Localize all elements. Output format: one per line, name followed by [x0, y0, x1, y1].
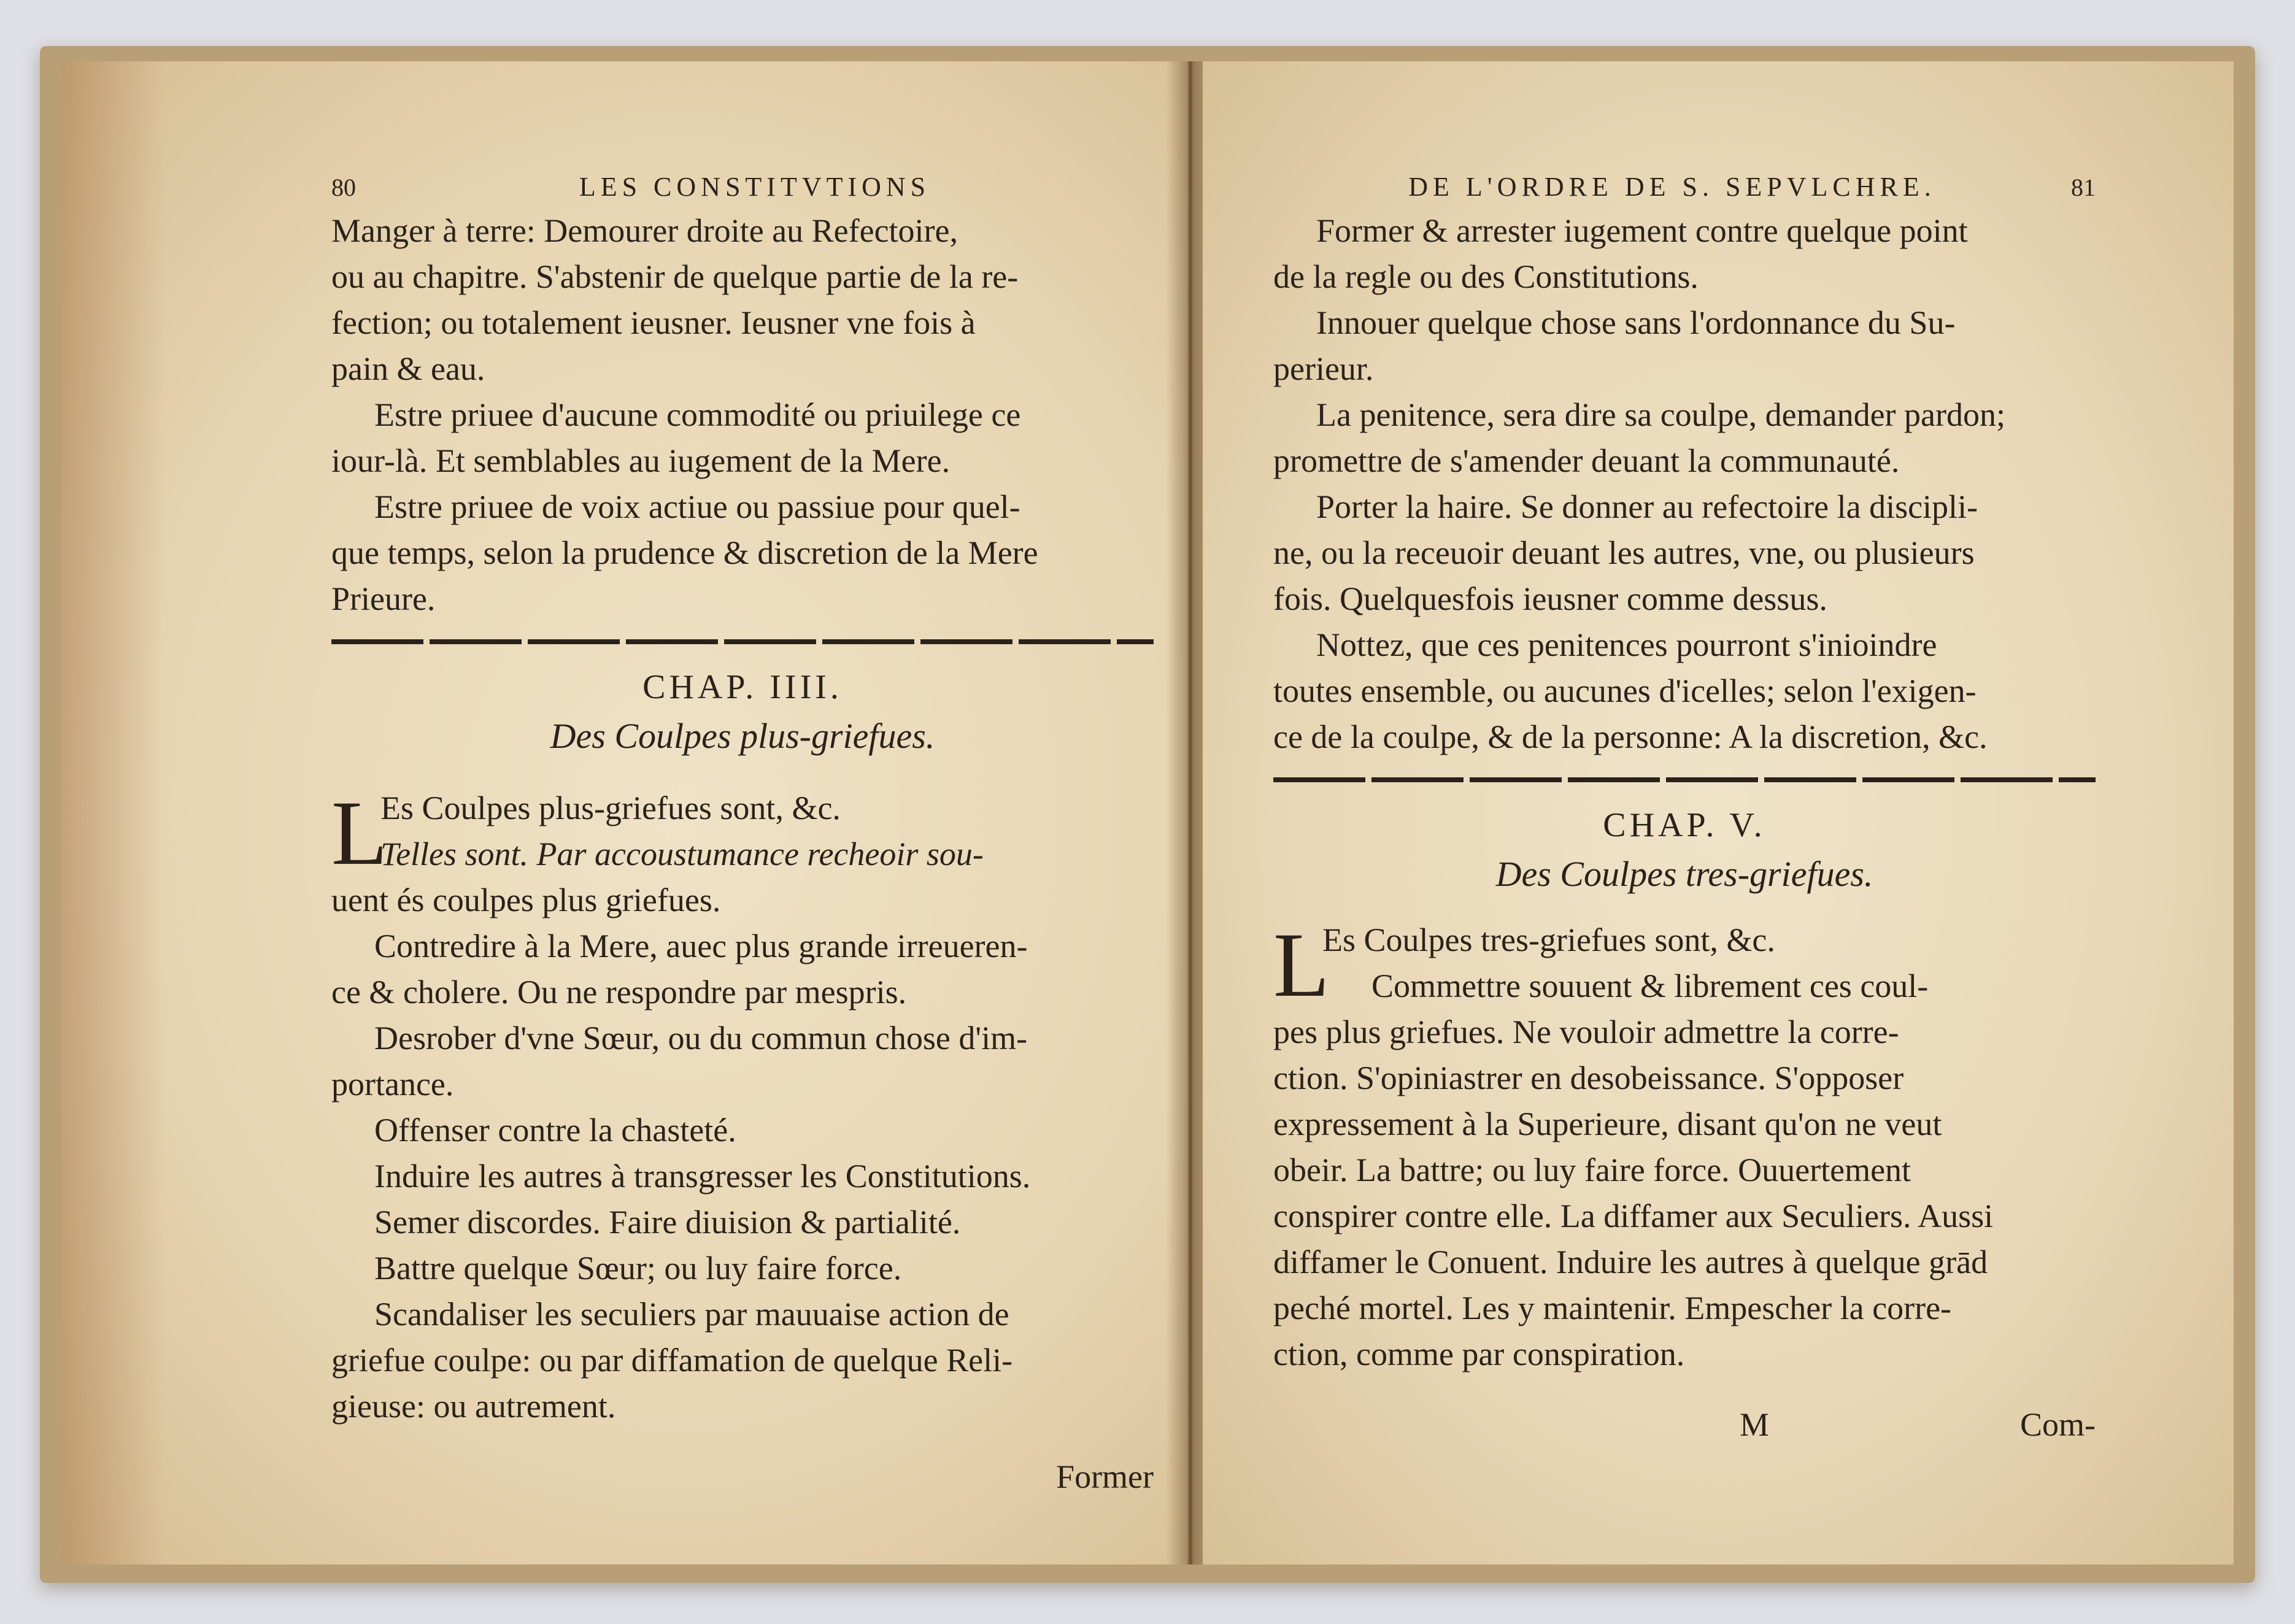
text-line: de la regle ou des Constitutions. — [1273, 258, 1699, 295]
text-line: Es Coulpes plus-griefues sont, &c. — [380, 790, 841, 826]
text-line: griefue coulpe: ou par diffamation de quelque Reli- — [331, 1342, 1013, 1379]
right-top-block — [1273, 208, 2096, 760]
open-book — [40, 46, 2255, 1583]
text-line: Es Coulpes tres-griefues sont, &c. — [1322, 922, 1775, 958]
text-line: Innouer quelque chose sans l'ordonnance du Su- — [1316, 304, 1956, 341]
text-line: Manger à terre: Demourer droite au Refectoire, — [331, 212, 958, 249]
text-line: obeir. La battre; ou luy faire force. Ouuertement — [1273, 1152, 1911, 1188]
text-line: Estre priuee d'aucune commodité ou priuilege ce — [374, 396, 1021, 433]
chapter-title: Des Coulpes tres-griefues. — [1495, 854, 1873, 894]
left-running-title: LES CONSTITVTIONS — [579, 172, 931, 202]
left-top-block — [331, 208, 1154, 622]
chapter-title: Des Coulpes plus-griefues. — [550, 716, 935, 756]
right-running-title: DE L'ORDRE DE S. SEPVLCHRE. — [1408, 172, 1936, 202]
signature-row — [1273, 1402, 2096, 1448]
text-line: ou au chapitre. S'abstenir de quelque partie de la re- — [331, 258, 1019, 295]
chapter-heading: CHAP. IIII. — [642, 668, 843, 706]
text-line: Scandaliser les seculiers par mauuaise action de — [374, 1296, 1009, 1333]
text-line: fection; ou totalement ieusner. Ieusner vne fois à — [331, 304, 976, 341]
text-line: Nottez, que ces penitences pourront s'inioindre — [1316, 626, 1937, 663]
text-line: iour-là. Et semblables au iugement de la Mere. — [331, 442, 951, 479]
text-line: Semer discordes. Faire diuision & partialité. — [374, 1204, 961, 1241]
page-stain — [61, 61, 166, 1564]
text-line: ction, comme par conspiration. — [1273, 1336, 1685, 1372]
text-line: ne, ou la receuoir deuant les autres, vne, ou plusieurs — [1273, 534, 1975, 571]
catchword: Com- — [2019, 1406, 2096, 1443]
chapter-heading: CHAP. V. — [1603, 806, 1766, 844]
text-line: que temps, selon la prudence & discretion de la Mere — [331, 534, 1038, 571]
text-line: Estre priuee de voix actiue ou passiue pour quel- — [374, 488, 1020, 525]
right-page-text — [1273, 169, 2096, 1448]
text-line: Contredire à la Mere, auec plus grande irreueren- — [374, 928, 1028, 964]
text-line: Induire les autres à transgresser les Constitutions. — [374, 1158, 1031, 1195]
text-line: expressement à la Superieure, disant qu'on ne veut — [1273, 1106, 1942, 1142]
text-line: conspirer contre elle. La diffamer aux Seculiers. Aussi — [1273, 1198, 1994, 1234]
text-line: ce de la coulpe, & de la personne: A la discretion, &c. — [1273, 718, 1988, 755]
text-line: promettre de s'amender deuant la communauté. — [1273, 442, 1900, 479]
text-line: Commettre souuent & librement ces coul- — [1371, 968, 1929, 1004]
text-line: Prieure. — [331, 580, 436, 617]
text-line: peché mortel. Les y maintenir. Empescher la corre- — [1273, 1290, 1952, 1326]
text-line: La penitence, sera dire sa coulpe, demander pardon; — [1316, 396, 2005, 433]
left-page-text — [331, 169, 1154, 1500]
text-line: diffamer le Conuent. Induire les autres à quelque grād — [1273, 1244, 1988, 1280]
right-page — [1203, 61, 2234, 1564]
catchword-row — [331, 1454, 1154, 1500]
catchword: Former — [1056, 1458, 1154, 1495]
text-line: perieur. — [1273, 350, 1374, 387]
text-line: Porter la haire. Se donner au refectoire la discipli- — [1316, 488, 1978, 525]
left-page-number: 80 — [331, 174, 356, 201]
signature-mark: M — [1740, 1406, 1770, 1443]
left-running-head — [331, 169, 1154, 206]
text-line: ce & cholere. Ou ne respondre par mespris. — [331, 974, 907, 1010]
chapter-body — [1273, 914, 2096, 1016]
chapter-body — [331, 782, 1154, 884]
text-line: pain & eau. — [331, 350, 485, 387]
text-line: Desrober d'vne Sœur, ou du commun chose d'im- — [374, 1020, 1028, 1056]
left-page — [61, 61, 1187, 1564]
text-line: pes plus griefues. Ne vouloir admettre la corre- — [1273, 1014, 1899, 1050]
text-line: gieuse: ou autrement. — [331, 1388, 616, 1425]
section-rule — [331, 639, 1154, 644]
text-line: toutes ensemble, ou aucunes d'icelles; selon l'exigen- — [1273, 672, 1977, 709]
drop-cap: L — [331, 782, 388, 884]
text-line: Telles sont. Par accoustumance recheoir sou- — [380, 836, 984, 872]
text-line: Former & arrester iugement contre quelque point — [1316, 212, 1968, 249]
text-line: Battre quelque Sœur; ou luy faire force. — [374, 1250, 902, 1287]
text-line: uent és coulpes plus griefues. — [331, 882, 721, 918]
text-line: fois. Quelquesfois ieusner comme dessus. — [1273, 580, 1827, 617]
text-line: portance. — [331, 1066, 454, 1103]
text-line: Offenser contre la chasteté. — [374, 1112, 736, 1149]
right-running-head — [1273, 169, 2096, 206]
text-line: ction. S'opiniastrer en desobeissance. S'opposer — [1273, 1060, 1904, 1096]
section-rule — [1273, 777, 2096, 782]
right-page-number: 81 — [2071, 174, 2096, 201]
drop-cap: L — [1273, 914, 1330, 1016]
